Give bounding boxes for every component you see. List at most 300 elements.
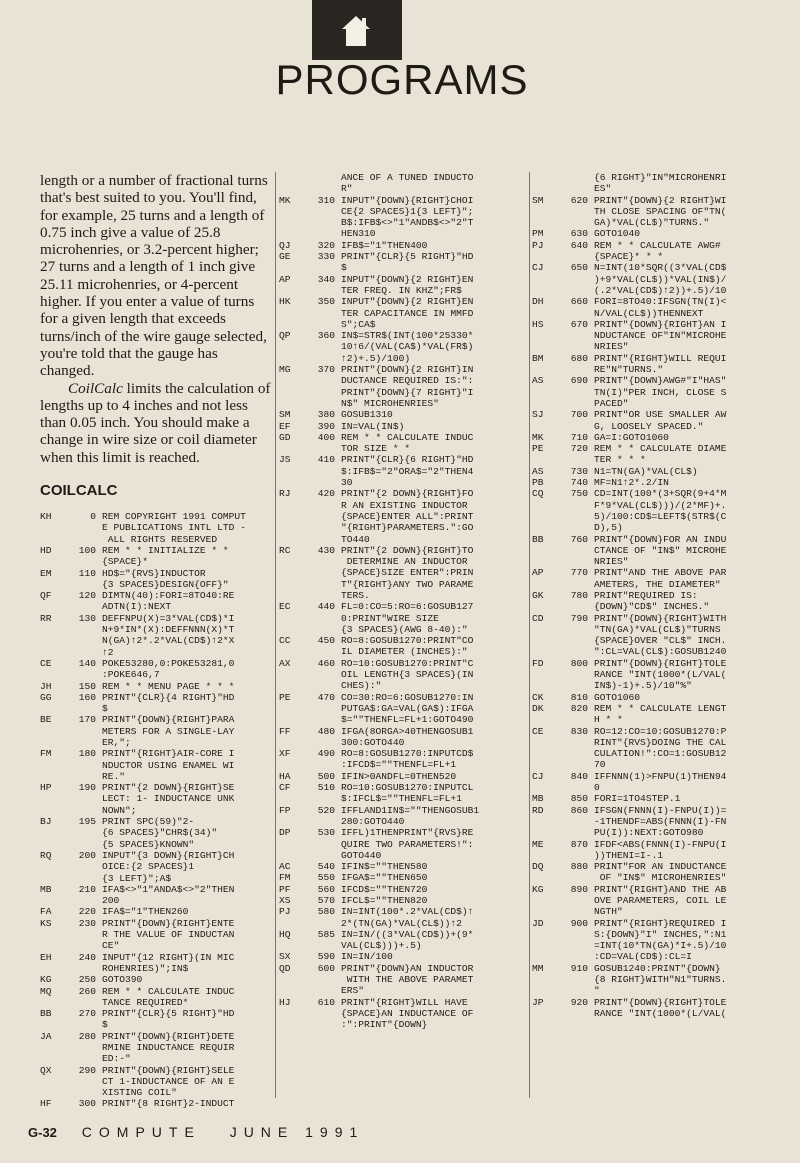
- line-number: [558, 748, 594, 759]
- line-number: 570: [317, 895, 335, 906]
- code-line: [279, 545, 529, 556]
- code-text: G, LOOSELY SPACED.": [594, 420, 704, 432]
- code-text: WITH THE ABOVE PARAMET: [341, 974, 474, 986]
- code-line: [532, 737, 784, 748]
- line-number: 770: [570, 567, 588, 579]
- code-text: IFDF<ABS(FNNN(I)-FNPU(I: [594, 838, 727, 850]
- line-number: 170: [78, 714, 96, 726]
- line-number: 120: [78, 590, 96, 602]
- line-number: 160: [78, 691, 96, 703]
- line-number: [558, 285, 594, 296]
- line-number: [558, 974, 594, 985]
- code-line: [40, 1019, 272, 1030]
- checksum: CF: [279, 782, 291, 794]
- code-line: [40, 647, 272, 658]
- line-number: 650: [570, 262, 588, 274]
- line-number: 140: [78, 657, 96, 669]
- code-text: {5 SPACES}KNOWN": [102, 838, 195, 850]
- code-line: [279, 443, 529, 454]
- code-line: [279, 195, 529, 206]
- line-number: [305, 1008, 341, 1019]
- code-line: [532, 884, 784, 895]
- page-number: G-32: [28, 1125, 57, 1140]
- line-number: [305, 206, 341, 217]
- line-number: [558, 217, 594, 228]
- code-text: 70: [594, 759, 606, 771]
- code-line: [40, 974, 272, 985]
- checksum: [532, 850, 558, 861]
- code-text: RO=8:GOSUB1270:INPUTCD$: [341, 748, 474, 760]
- checksum: [532, 545, 558, 556]
- code-text: {SPACE}* * *: [594, 251, 664, 263]
- code-text: QUIRE TWO PARAMETERS!":: [341, 838, 474, 850]
- line-number: [66, 522, 102, 533]
- checksum: [279, 341, 305, 352]
- code-line: [40, 1065, 272, 1076]
- checksum: CQ: [532, 488, 544, 500]
- code-text: IFFLAND1IN$=""THENGOSUB1: [341, 804, 480, 816]
- code-text: {6 RIGHT}"IN"MICROHENRI: [594, 172, 727, 183]
- code-line: [40, 613, 272, 624]
- code-line: [532, 1008, 784, 1019]
- code-line: [40, 579, 272, 590]
- line-number: [305, 522, 341, 533]
- code-line: [40, 534, 272, 545]
- line-number: [558, 929, 594, 940]
- checksum: HS: [532, 318, 544, 330]
- code-line: [279, 861, 529, 872]
- line-number: 340: [317, 273, 335, 285]
- line-number: [305, 680, 341, 691]
- checksum: HP: [40, 782, 52, 794]
- code-text: GOTO1060: [594, 691, 641, 703]
- checksum: [279, 703, 305, 714]
- code-line: [279, 782, 529, 793]
- line-number: [558, 172, 594, 183]
- code-text: N+9*IN*(X):DEFFNNN(X)*T: [102, 624, 235, 636]
- code-line: [532, 308, 784, 319]
- checksum: [279, 477, 305, 488]
- code-text: INPUT"{12 RIGHT}(IN MIC: [102, 951, 235, 963]
- code-line: [532, 454, 784, 465]
- code-text: PRINT"{DOWN}{RIGHT}TOLE: [594, 996, 727, 1008]
- code-text: IFSGN(FNNN(I)-FNPU(I))=: [594, 804, 727, 816]
- code-line: [279, 217, 529, 228]
- code-text: PRINT"{2 DOWN}{RIGHT}TO: [341, 544, 474, 556]
- checksum: GK: [532, 589, 544, 601]
- code-text: GA=I:GOTO1060: [594, 431, 669, 443]
- code-text: ":CL=VAL(CL$):GOSUB1240: [594, 646, 727, 658]
- checksum: [532, 308, 558, 319]
- code-line: [532, 692, 784, 703]
- code-line: [40, 522, 272, 533]
- checksum: HD: [40, 544, 52, 556]
- code-text: TO440: [341, 533, 370, 545]
- code-line: [279, 387, 529, 398]
- code-text: PRINT"{DOWN}AN INDUCTOR: [341, 962, 474, 974]
- line-number: [66, 635, 102, 646]
- code-line: [532, 816, 784, 827]
- checksum: [532, 906, 558, 917]
- code-text: GOTO1040: [594, 228, 641, 240]
- line-number: [66, 873, 102, 884]
- code-text: :IFCD$=""THENFL=FL+1: [341, 759, 457, 771]
- line-number: 540: [317, 861, 335, 873]
- line-number: [558, 421, 594, 432]
- code-text: PRINT"{DOWN}{RIGHT}WITH: [594, 612, 727, 624]
- line-number: 610: [317, 996, 335, 1008]
- code-text: PRINT"{RIGHT}AND THE AB: [594, 883, 727, 895]
- code-text: DETERMINE AN INDUCTOR: [341, 556, 468, 568]
- code-text: PRINT"{CLR}{5 RIGHT}"HD: [102, 1008, 235, 1020]
- code-text: ED:-": [102, 1053, 131, 1065]
- code-line: [40, 1008, 272, 1019]
- checksum: PM: [532, 228, 544, 240]
- code-text: REM * * INITIALIZE * *: [102, 544, 229, 556]
- code-line: [279, 1019, 529, 1030]
- code-text: {8 RIGHT}WITH"N1"TURNS.: [594, 974, 727, 986]
- code-line: [40, 782, 272, 793]
- checksum: MB: [40, 883, 52, 895]
- code-line: [532, 353, 784, 364]
- line-number: 270: [78, 1008, 96, 1020]
- line-number: [66, 963, 102, 974]
- code-line: [279, 884, 529, 895]
- line-number: [66, 624, 102, 635]
- checksum: FM: [40, 748, 52, 760]
- code-line: [40, 816, 272, 827]
- checksum: JS: [279, 454, 291, 466]
- checksum: [279, 646, 305, 657]
- checksum: SJ: [532, 409, 544, 421]
- line-number: 440: [317, 601, 335, 613]
- code-text: PRINT"{DOWN}{RIGHT}AN I: [594, 318, 727, 330]
- code-text: INPUT"{3 DOWN}{RIGHT}CH: [102, 849, 235, 861]
- code-line: [40, 1098, 272, 1109]
- code-line: [532, 872, 784, 883]
- checksum: [40, 601, 66, 612]
- code-text: PRINT"{CLR}{5 RIGHT}"HD: [341, 251, 474, 263]
- code-line: [532, 839, 784, 850]
- code-line: [532, 488, 784, 499]
- line-number: [66, 929, 102, 940]
- line-number: 250: [78, 974, 96, 986]
- code-line: [532, 635, 784, 646]
- code-text: INPUT"{DOWN}{RIGHT}CHOI: [341, 194, 474, 206]
- line-number: [558, 895, 594, 906]
- code-line: [279, 240, 529, 251]
- code-text: PRINT"{DOWN}FOR AN INDU: [594, 533, 727, 545]
- line-number: [305, 353, 341, 364]
- checksum: AP: [532, 567, 544, 579]
- code-text: IFB$="1"THEN400: [341, 239, 428, 251]
- checksum: CJ: [532, 262, 544, 274]
- checksum: [279, 443, 305, 454]
- checksum: FM: [279, 872, 291, 884]
- code-line: [532, 726, 784, 737]
- code-text: LECT: 1- INDUCTANCE UNK: [102, 793, 235, 805]
- checksum: [279, 850, 305, 861]
- checksum: [40, 647, 66, 658]
- code-line: [279, 421, 529, 432]
- line-number: 100: [78, 544, 96, 556]
- code-text: )+9*VAL(CL$))*VAL(IN$)/: [594, 273, 727, 285]
- code-line: [40, 771, 272, 782]
- code-text: ANCE OF A TUNED INDUCTO: [341, 172, 474, 183]
- checksum: [279, 217, 305, 228]
- line-number: 470: [317, 691, 335, 703]
- code-line: [532, 929, 784, 940]
- checksum: [279, 624, 305, 635]
- checksum: FF: [279, 725, 291, 737]
- code-line: [279, 375, 529, 386]
- code-line: [279, 771, 529, 782]
- magazine-name: COMPUTE: [81, 1124, 201, 1140]
- code-line: [279, 251, 529, 262]
- checksum: [279, 398, 305, 409]
- checksum: GG: [40, 691, 52, 703]
- checksum: QJ: [279, 239, 291, 251]
- code-line: [40, 511, 272, 522]
- code-text: IL DIAMETER (INCHES):": [341, 646, 468, 658]
- code-line: [532, 251, 784, 262]
- code-text: ES": [594, 183, 612, 195]
- line-number: [558, 330, 594, 341]
- line-number: [305, 228, 341, 239]
- code-line: [532, 974, 784, 985]
- checksum: ME: [532, 838, 544, 850]
- checksum: [279, 940, 305, 951]
- code-text: PRINT"{8 RIGHT}2-INDUCT: [102, 1098, 235, 1110]
- checksum: AS: [532, 465, 544, 477]
- line-number: [305, 703, 341, 714]
- column-2: [279, 172, 529, 1031]
- code-line: [40, 827, 272, 838]
- line-number: [305, 477, 341, 488]
- code-text: RE.": [102, 770, 126, 782]
- code-text: IFGA$=""THEN650: [341, 872, 428, 884]
- code-line: [40, 1042, 272, 1053]
- code-line: [532, 951, 784, 962]
- code-line: [279, 906, 529, 917]
- checksum: AS: [532, 375, 544, 387]
- line-number: [305, 262, 341, 273]
- code-line: [40, 556, 272, 567]
- code-line: [279, 567, 529, 578]
- code-text: F*9*VAL(CL$)))/(2*MF)+.: [594, 499, 727, 511]
- article-paragraph-2-text: limits the calculation of lengths up to 4 inches and not less than 0.05 inch. You should make a change in wire size or coil diameter when this limit is reached.: [40, 379, 271, 466]
- code-text: S";CA$: [341, 318, 376, 330]
- checksum: [279, 319, 305, 330]
- code-line: [279, 206, 529, 217]
- line-number: 680: [570, 352, 588, 364]
- checksum: [532, 500, 558, 511]
- line-number: [558, 601, 594, 612]
- line-number: 510: [317, 782, 335, 794]
- checksum: PE: [532, 443, 544, 455]
- checksum: [40, 895, 66, 906]
- line-number: [558, 454, 594, 465]
- code-line: [532, 748, 784, 759]
- code-text: PRINT"FOR AN INDUCTANCE: [594, 861, 727, 873]
- code-line: [279, 274, 529, 285]
- code-line: [532, 613, 784, 624]
- line-number: [558, 951, 594, 962]
- code-text: DIMTN(40):FORI=8TO40:RE: [102, 590, 235, 602]
- code-line: [40, 850, 272, 861]
- code-text: INPUT"{DOWN}{2 RIGHT}EN: [341, 273, 474, 285]
- checksum: XF: [279, 748, 291, 760]
- line-number: 800: [570, 657, 588, 669]
- checksum: CK: [532, 691, 544, 703]
- checksum: [279, 262, 305, 273]
- code-text: D),5): [594, 522, 623, 534]
- line-number: [66, 861, 102, 872]
- code-text: TOR SIZE * *: [341, 443, 411, 455]
- checksum: [532, 601, 558, 612]
- code-line: [279, 454, 529, 465]
- code-text: ERS": [341, 985, 365, 997]
- line-number: [305, 793, 341, 804]
- line-number: [558, 308, 594, 319]
- code-text: R THE VALUE OF INDUCTAN: [102, 929, 235, 941]
- line-number: [558, 985, 594, 996]
- code-line: [532, 782, 784, 793]
- code-line: [279, 183, 529, 194]
- checksum: [532, 759, 558, 770]
- code-line: [279, 726, 529, 737]
- line-number: [305, 590, 341, 601]
- checksum: [40, 1087, 66, 1098]
- code-text: CD=INT(100*(3+SQR(9+4*M: [594, 488, 727, 500]
- code-text: PRINT"{DOWN}{RIGHT}SELE: [102, 1064, 235, 1076]
- checksum: [279, 534, 305, 545]
- checksum: [532, 714, 558, 725]
- line-number: [66, 940, 102, 951]
- line-number: [558, 522, 594, 533]
- code-text: PU(I)):NEXT:GOTO980: [594, 827, 704, 839]
- checksum: MB: [532, 793, 544, 805]
- checksum: HK: [279, 296, 291, 308]
- code-line: [279, 929, 529, 940]
- line-number: [558, 872, 594, 883]
- code-text: -1THENDF=ABS(FNNN(I)-FN: [594, 815, 727, 827]
- line-number: 530: [317, 827, 335, 839]
- code-text: HEN310: [341, 228, 376, 240]
- column-divider: [529, 172, 530, 1098]
- checksum: [532, 274, 558, 285]
- checksum: JD: [532, 917, 544, 929]
- code-line: [279, 477, 529, 488]
- code-line: [532, 601, 784, 612]
- code-text: {SPACE}SIZE ENTER":PRIN: [341, 567, 474, 579]
- code-text: 2*(TN(GA)*VAL(CL$))↑2: [341, 917, 462, 929]
- line-number: 420: [317, 488, 335, 500]
- checksum: [40, 997, 66, 1008]
- code-text: PRINT"{DOWN}{RIGHT}ENTE: [102, 917, 235, 929]
- code-text: ": [594, 985, 600, 997]
- code-text: N/VAL(CL$))THENNEXT: [594, 307, 704, 319]
- line-number: [66, 839, 102, 850]
- line-number: [558, 850, 594, 861]
- code-text: 0: [594, 782, 600, 794]
- checksum: [40, 963, 66, 974]
- code-text: IFFL)1THENPRINT"{RVS}RE: [341, 827, 474, 839]
- code-line: [279, 330, 529, 341]
- code-line: [40, 1087, 272, 1098]
- line-number: [305, 816, 341, 827]
- code-text: IFA$="1"THEN260: [102, 906, 189, 918]
- line-number: [558, 387, 594, 398]
- code-text: RO=12:CO=10:GOSUB1270:P: [594, 725, 727, 737]
- checksum: FA: [40, 906, 52, 918]
- code-line: [279, 262, 529, 273]
- checksum: [532, 872, 558, 883]
- code-line: [532, 398, 784, 409]
- checksum: EC: [279, 601, 291, 613]
- checksum: [532, 454, 558, 465]
- line-number: [305, 556, 341, 567]
- code-text: 5)/100:CD$=LEFT$(STR$(C: [594, 510, 727, 522]
- code-line: [40, 929, 272, 940]
- checksum: [532, 217, 558, 228]
- line-number: [305, 500, 341, 511]
- checksum: [532, 398, 558, 409]
- checksum: [40, 805, 66, 816]
- checksum: AC: [279, 861, 291, 873]
- line-number: 0: [90, 511, 96, 523]
- checksum: [532, 624, 558, 635]
- checksum: KG: [532, 883, 544, 895]
- line-number: [66, 793, 102, 804]
- line-number: 910: [570, 962, 588, 974]
- code-text: R AN EXISTING INDUCTOR: [341, 499, 468, 511]
- checksum: QX: [40, 1064, 52, 1076]
- code-text: ALL RIGHTS RESERVED: [102, 533, 218, 545]
- code-text: RANCE "INT(1000*(L/VAL(: [594, 669, 727, 681]
- code-text: S:{DOWN}"I" INCHES,":N1: [594, 928, 727, 940]
- code-text: OF "IN$" MICROHENRIES": [594, 872, 727, 884]
- column-3: [532, 172, 784, 1019]
- checksum: RQ: [40, 849, 52, 861]
- code-line: [279, 624, 529, 635]
- code-text: TERS.: [341, 589, 370, 601]
- code-line: [279, 172, 529, 183]
- code-text: FORI=1TO4STEP.1: [594, 793, 681, 805]
- code-text: {3 SPACES}DESIGN{OFF}": [102, 578, 229, 590]
- line-number: 430: [317, 544, 335, 556]
- checksum: [279, 714, 305, 725]
- code-text: PUTGA$:GA=VAL(GA$):IFGA: [341, 702, 474, 714]
- code-line: [532, 918, 784, 929]
- page-footer: [28, 1124, 364, 1140]
- code-line: [40, 918, 272, 929]
- code-line: [40, 1053, 272, 1064]
- code-text: "TN(GA)*VAL(CL$)"TURNS: [594, 623, 721, 635]
- line-number: [66, 1019, 102, 1030]
- code-line: [532, 195, 784, 206]
- checksum: [279, 511, 305, 522]
- line-number: [66, 556, 102, 567]
- line-number: 690: [570, 375, 588, 387]
- code-text: PRINT"{RIGHT}AIR-CORE I: [102, 748, 235, 760]
- checksum: [532, 680, 558, 691]
- line-number: [305, 624, 341, 635]
- line-number: 740: [570, 477, 588, 489]
- code-text: ))THENI=I-.1: [594, 849, 664, 861]
- code-text: IN=IN/((3*VAL(CD$))+(9*: [341, 928, 474, 940]
- line-number: 790: [570, 612, 588, 624]
